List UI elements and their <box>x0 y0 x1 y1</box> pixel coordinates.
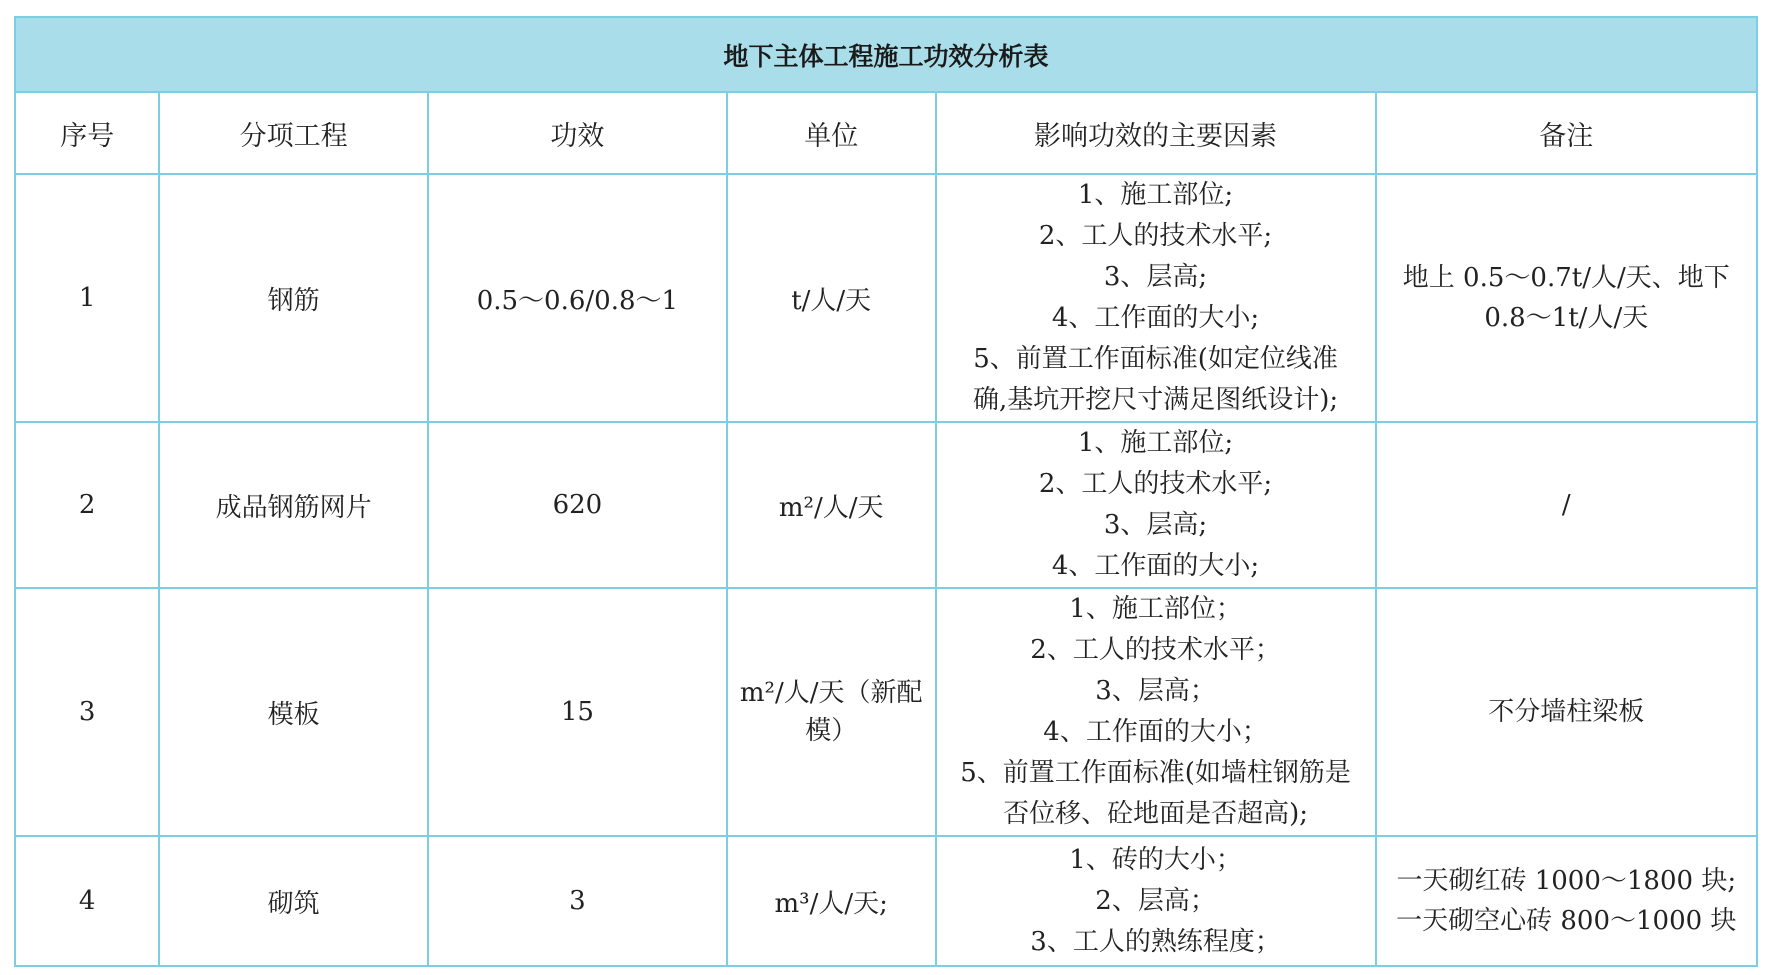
cell-index: 3 <box>15 588 159 836</box>
factor-line: 4、工作面的大小； <box>1043 717 1268 747</box>
header-factors: 影响功效的主要因素 <box>936 92 1376 174</box>
cell-factors <box>936 174 1376 422</box>
factor-line: 4、工作面的大小; <box>1051 551 1260 581</box>
factor-line: 2、工人的技术水平； <box>1030 635 1281 665</box>
cell-item: 钢筋 <box>159 174 428 422</box>
factor-line: 1、砖的大小； <box>1069 844 1242 875</box>
cell-efficiency: 0.5～0.6/0.8～1 <box>428 174 727 422</box>
remark-line: 不分墙柱梁板 <box>1488 697 1645 727</box>
table-title: 地下主体工程施工功效分析表 <box>15 17 1757 92</box>
cell-factors <box>936 836 1376 966</box>
cell-unit: m²/人/天 <box>727 422 936 588</box>
factor-line: 2、工人的技术水平; <box>1038 469 1273 499</box>
table-row <box>15 174 1757 422</box>
table-header-row <box>15 92 1757 174</box>
remark-line: / <box>1561 490 1571 520</box>
header-remark: 备注 <box>1376 92 1757 174</box>
table-row <box>15 422 1757 588</box>
table-row <box>15 836 1757 966</box>
factor-line: 5、前置工作面标准(如墙柱钢筋是 <box>960 758 1351 788</box>
efficiency-table-container <box>14 16 1758 964</box>
cell-remark <box>1376 174 1757 422</box>
cell-unit: m²/人/天（新配模） <box>727 588 936 836</box>
cell-index: 2 <box>15 422 159 588</box>
factor-line: 3、层高; <box>1103 510 1208 540</box>
factor-line: 否位移、砼地面是否超高); <box>1003 799 1308 829</box>
cell-unit: m³/人/天; <box>727 836 936 966</box>
header-unit: 单位 <box>727 92 936 174</box>
header-efficiency: 功效 <box>428 92 727 174</box>
factor-line: 4、工作面的大小; <box>1051 303 1260 333</box>
efficiency-table <box>14 16 1758 967</box>
factor-line: 2、工人的技术水平; <box>1038 221 1273 251</box>
factor-line: 5、前置工作面标准(如定位线准 <box>973 344 1338 374</box>
factor-line: 3、工人的熟练程度； <box>1030 926 1281 957</box>
factor-line: 1、施工部位; <box>1077 180 1234 210</box>
cell-index: 1 <box>15 174 159 422</box>
factor-line: 3、层高； <box>1095 676 1216 706</box>
header-item: 分项工程 <box>159 92 428 174</box>
remark-line: 一天砌红砖 1000～1800 块; <box>1396 866 1737 896</box>
table-row <box>15 588 1757 836</box>
remark-line: 一天砌空心砖 800～1000 块 <box>1396 906 1737 936</box>
factor-line: 2、层高； <box>1095 885 1216 916</box>
cell-remark <box>1376 588 1757 836</box>
cell-item: 砌筑 <box>159 836 428 966</box>
remark-line: 0.8～1t/人/天 <box>1484 303 1649 333</box>
cell-factors <box>936 588 1376 836</box>
cell-item: 模板 <box>159 588 428 836</box>
cell-efficiency: 15 <box>428 588 727 836</box>
cell-efficiency: 3 <box>428 836 727 966</box>
factor-line: 1、施工部位; <box>1077 428 1234 458</box>
cell-remark <box>1376 422 1757 588</box>
table-title-row <box>15 17 1757 92</box>
factor-line: 确,基坑开挖尺寸满足图纸设计); <box>972 385 1339 415</box>
cell-unit: t/人/天 <box>727 174 936 422</box>
cell-efficiency: 620 <box>428 422 727 588</box>
cell-factors <box>936 422 1376 588</box>
factor-line: 1、施工部位； <box>1069 594 1242 624</box>
cell-item: 成品钢筋网片 <box>159 422 428 588</box>
factor-line: 3、层高; <box>1103 262 1208 292</box>
header-index: 序号 <box>15 92 159 174</box>
cell-remark <box>1376 836 1757 966</box>
remark-line: 地上 0.5～0.7t/人/天、地下 <box>1402 263 1730 293</box>
cell-index: 4 <box>15 836 159 966</box>
